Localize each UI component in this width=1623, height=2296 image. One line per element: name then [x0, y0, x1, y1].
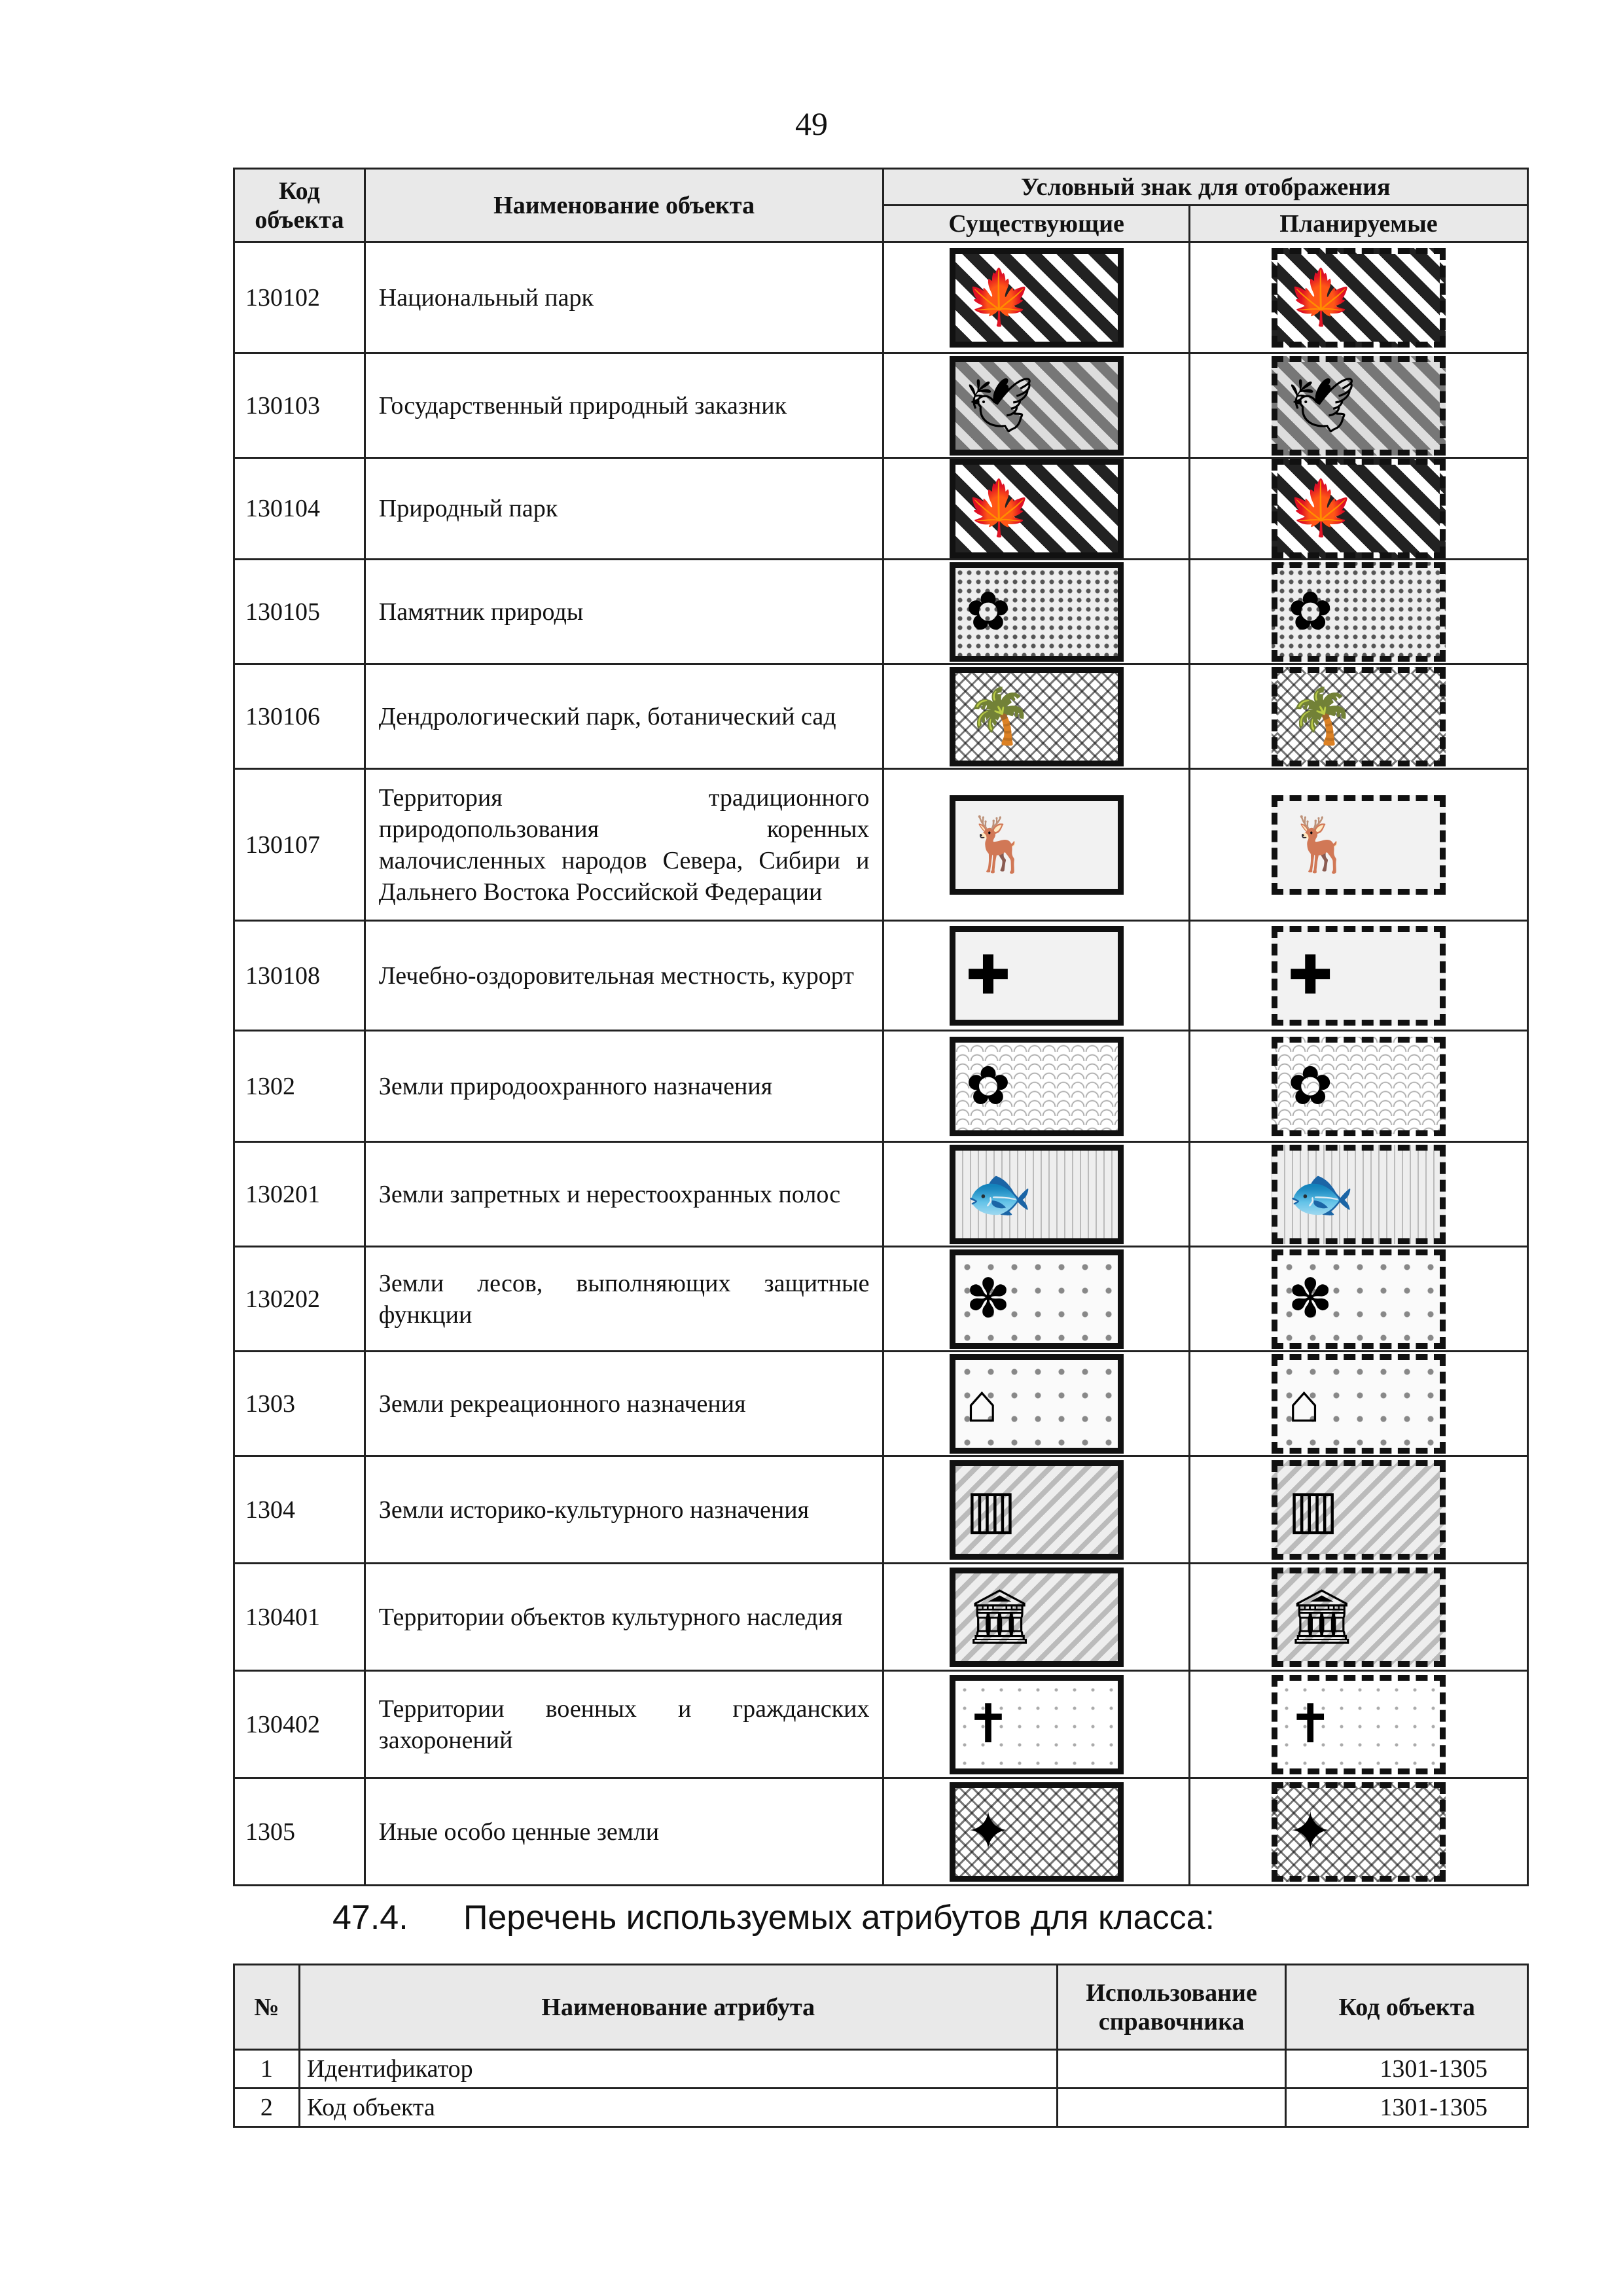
- header-name: Наименование объекта: [365, 169, 883, 242]
- symbol-existing: [950, 926, 1124, 1026]
- symbol-existing: [950, 356, 1124, 456]
- bird-icon: 🕊: [965, 375, 1034, 435]
- attr-num: 2: [234, 2089, 300, 2127]
- house-icon: ⌂: [1287, 1373, 1321, 1433]
- symbol-cell-planned: [1189, 458, 1527, 560]
- symbol-cell-planned: [1189, 1142, 1527, 1247]
- maple-leaf-icon: 🍁: [1287, 478, 1355, 538]
- symbol-cell-existing: [883, 1671, 1189, 1778]
- symbol-cell-existing: [883, 921, 1189, 1031]
- medical-cross-icon: ✚: [965, 945, 1011, 1005]
- object-name: Национальный парк: [365, 242, 883, 353]
- header-planned: Планируемые: [1189, 206, 1527, 242]
- attr-reference: [1057, 2089, 1286, 2127]
- table-row: [234, 2050, 1528, 2089]
- symbol-cell-planned: [1189, 1031, 1527, 1142]
- table-row: [234, 1778, 1528, 1886]
- fish-icon: 🐟: [965, 1164, 1033, 1224]
- symbol-cell-existing: [883, 560, 1189, 664]
- object-name: Государственный природный заказник: [365, 353, 883, 458]
- grave-cross-icon: ✝: [1287, 1694, 1333, 1754]
- flower-icon: ✽: [1287, 1268, 1333, 1329]
- object-code: 1302: [234, 1031, 365, 1142]
- object-name: Земли рекреационного назначения: [365, 1352, 883, 1456]
- symbol-cell-planned: [1189, 353, 1527, 458]
- attr-name: Идентификатор: [299, 2050, 1057, 2089]
- symbol-cell-existing: [883, 458, 1189, 560]
- object-code: 130107: [234, 769, 365, 921]
- star-icon: ✦: [1287, 1801, 1333, 1861]
- symbol-existing: [950, 459, 1124, 558]
- table-row: [234, 560, 1528, 664]
- object-code: 130102: [234, 242, 365, 353]
- maple-leaf-icon: 🍁: [965, 267, 1033, 327]
- symbol-existing: [950, 1568, 1124, 1667]
- deer-icon: 🦌: [1287, 814, 1355, 874]
- object-name: Земли природоохранного назначения: [365, 1031, 883, 1142]
- symbol-cell-planned: [1189, 242, 1527, 353]
- palm-tree-icon: 🌴: [965, 686, 1033, 746]
- object-name: Дендрологический парк, ботанический сад: [365, 664, 883, 769]
- symbol-existing: [950, 1145, 1124, 1244]
- symbol-cell-planned: [1189, 664, 1527, 769]
- symbol-cell-existing: [883, 353, 1189, 458]
- table-row: [234, 1564, 1528, 1671]
- table-row: [234, 1142, 1528, 1247]
- section-number: 47.4.: [332, 1899, 408, 1937]
- symbol-cell-planned: [1189, 1456, 1527, 1564]
- symbol-cell-existing: [883, 1778, 1189, 1886]
- object-code: 1303: [234, 1352, 365, 1456]
- table-row: [234, 1456, 1528, 1564]
- maple-leaf-icon: 🍁: [1287, 267, 1355, 327]
- object-name: Лечебно-оздоровительная местность, курорт: [365, 921, 883, 1031]
- object-code: 130402: [234, 1671, 365, 1778]
- header-existing: Существующие: [883, 206, 1189, 242]
- symbol-cell-planned: [1189, 1671, 1527, 1778]
- monument-icon: 🏛: [1287, 1587, 1356, 1647]
- symbol-planned: [1272, 1782, 1446, 1882]
- symbol-existing: [950, 248, 1124, 348]
- table-row: [234, 458, 1528, 560]
- object-code: 130106: [234, 664, 365, 769]
- page-number: 49: [795, 105, 828, 142]
- symbol-existing: [950, 1675, 1124, 1774]
- symbol-cell-planned: [1189, 560, 1527, 664]
- symbol-planned: [1272, 1145, 1446, 1244]
- attr-header-num: №: [234, 1965, 300, 2050]
- header-symbol: Условный знак для отображения: [883, 169, 1528, 206]
- object-code: 130105: [234, 560, 365, 664]
- table-row: [234, 353, 1528, 458]
- object-name: Памятник природы: [365, 560, 883, 664]
- section-text: Перечень используемых атрибутов для класса:: [463, 1899, 1215, 1937]
- symbol-planned: [1272, 562, 1446, 662]
- symbol-existing: [950, 795, 1124, 895]
- table-row: [234, 1671, 1528, 1778]
- attr-reference: [1057, 2050, 1286, 2089]
- maple-leaf-icon: 🍁: [965, 478, 1033, 538]
- symbol-cell-planned: [1189, 769, 1527, 921]
- flower-icon: ✽: [965, 1268, 1011, 1329]
- symbols-table: [233, 168, 1529, 1886]
- fish-icon: 🐟: [1287, 1164, 1355, 1224]
- object-code: 130202: [234, 1247, 365, 1352]
- symbol-planned: [1272, 248, 1446, 348]
- symbol-existing: [950, 1249, 1124, 1349]
- object-code: 130103: [234, 353, 365, 458]
- table-row: [234, 921, 1528, 1031]
- object-code: 1304: [234, 1456, 365, 1564]
- header-code: Код объекта: [234, 169, 365, 242]
- symbol-cell-existing: [883, 1247, 1189, 1352]
- object-name: Территория традиционного природопользования коренных малочисленных народов Севера, Сибири и Дальнего Востока Российской Федерации: [365, 769, 883, 921]
- symbol-planned: [1272, 1675, 1446, 1774]
- symbol-planned: [1272, 1460, 1446, 1560]
- symbol-cell-planned: [1189, 1564, 1527, 1671]
- symbol-existing: [950, 1460, 1124, 1560]
- symbol-planned: [1272, 926, 1446, 1026]
- symbol-planned: [1272, 356, 1446, 456]
- object-name: Территории объектов культурного наследия: [365, 1564, 883, 1671]
- table-row: [234, 1247, 1528, 1352]
- object-name: Природный парк: [365, 458, 883, 560]
- attr-header-code: Код объекта: [1286, 1965, 1528, 2050]
- symbol-planned: [1272, 795, 1446, 895]
- table-row: [234, 769, 1528, 921]
- object-name: Земли историко-культурного назначения: [365, 1456, 883, 1564]
- symbol-planned: [1272, 667, 1446, 766]
- attr-num: 1: [234, 2050, 300, 2089]
- star-icon: ✦: [965, 1801, 1011, 1861]
- symbol-cell-planned: [1189, 921, 1527, 1031]
- object-code: 130401: [234, 1564, 365, 1671]
- symbol-existing: [950, 1354, 1124, 1454]
- symbol-cell-existing: [883, 1456, 1189, 1564]
- symbol-cell-planned: [1189, 1352, 1527, 1456]
- symbol-planned: [1272, 1568, 1446, 1667]
- symbol-existing: [950, 667, 1124, 766]
- attr-name: Код объекта: [299, 2089, 1057, 2127]
- object-name: Иные особо ценные земли: [365, 1778, 883, 1886]
- object-name: Земли лесов, выполняющих защитные функции: [365, 1247, 883, 1352]
- symbol-cell-planned: [1189, 1247, 1527, 1352]
- flower-icon: ✿: [1287, 1056, 1333, 1116]
- medical-cross-icon: ✚: [1287, 945, 1333, 1005]
- object-code: 130104: [234, 458, 365, 560]
- attr-code: 1301-1305: [1286, 2089, 1528, 2127]
- symbol-cell-existing: [883, 1031, 1189, 1142]
- palm-tree-icon: 🌴: [1287, 686, 1355, 746]
- symbol-planned: [1272, 1249, 1446, 1349]
- object-code: 130201: [234, 1142, 365, 1247]
- table-row: [234, 2089, 1528, 2127]
- grave-cross-icon: ✝: [965, 1694, 1011, 1754]
- symbol-cell-planned: [1189, 1778, 1527, 1886]
- symbol-cell-existing: [883, 1564, 1189, 1671]
- table-row: [234, 664, 1528, 769]
- monument-icon: 🏛: [965, 1587, 1034, 1647]
- object-code: 130108: [234, 921, 365, 1031]
- column-icon: ▥: [1287, 1479, 1339, 1539]
- symbol-planned: [1272, 459, 1446, 558]
- column-icon: ▥: [965, 1479, 1017, 1539]
- object-name: Земли запретных и нерестоохранных полос: [365, 1142, 883, 1247]
- flower-icon: ✿: [965, 581, 1011, 641]
- object-code: 1305: [234, 1778, 365, 1886]
- symbol-existing: [950, 1782, 1124, 1882]
- house-icon: ⌂: [965, 1373, 998, 1433]
- symbol-cell-existing: [883, 769, 1189, 921]
- attr-header-name: Наименование атрибута: [299, 1965, 1057, 2050]
- table-row: [234, 1031, 1528, 1142]
- bird-icon: 🕊: [1287, 375, 1356, 435]
- attr-code: 1301-1305: [1286, 2050, 1528, 2089]
- symbol-existing: [950, 562, 1124, 662]
- symbol-planned: [1272, 1354, 1446, 1454]
- flower-icon: ✿: [965, 1056, 1011, 1116]
- symbol-existing: [950, 1037, 1124, 1136]
- symbol-planned: [1272, 1037, 1446, 1136]
- object-name: Территории военных и гражданских захоронений: [365, 1671, 883, 1778]
- symbol-cell-existing: [883, 1352, 1189, 1456]
- section-title: [332, 1898, 1215, 1937]
- symbol-cell-existing: [883, 242, 1189, 353]
- attr-header-reference: Использование справочника: [1057, 1965, 1286, 2050]
- table-row: [234, 1352, 1528, 1456]
- attributes-table: [233, 1964, 1529, 2128]
- flower-icon: ✿: [1287, 581, 1333, 641]
- deer-icon: 🦌: [965, 814, 1033, 874]
- symbols-body: [234, 242, 1528, 1886]
- symbol-cell-existing: [883, 1142, 1189, 1247]
- symbol-cell-existing: [883, 664, 1189, 769]
- table-row: [234, 242, 1528, 353]
